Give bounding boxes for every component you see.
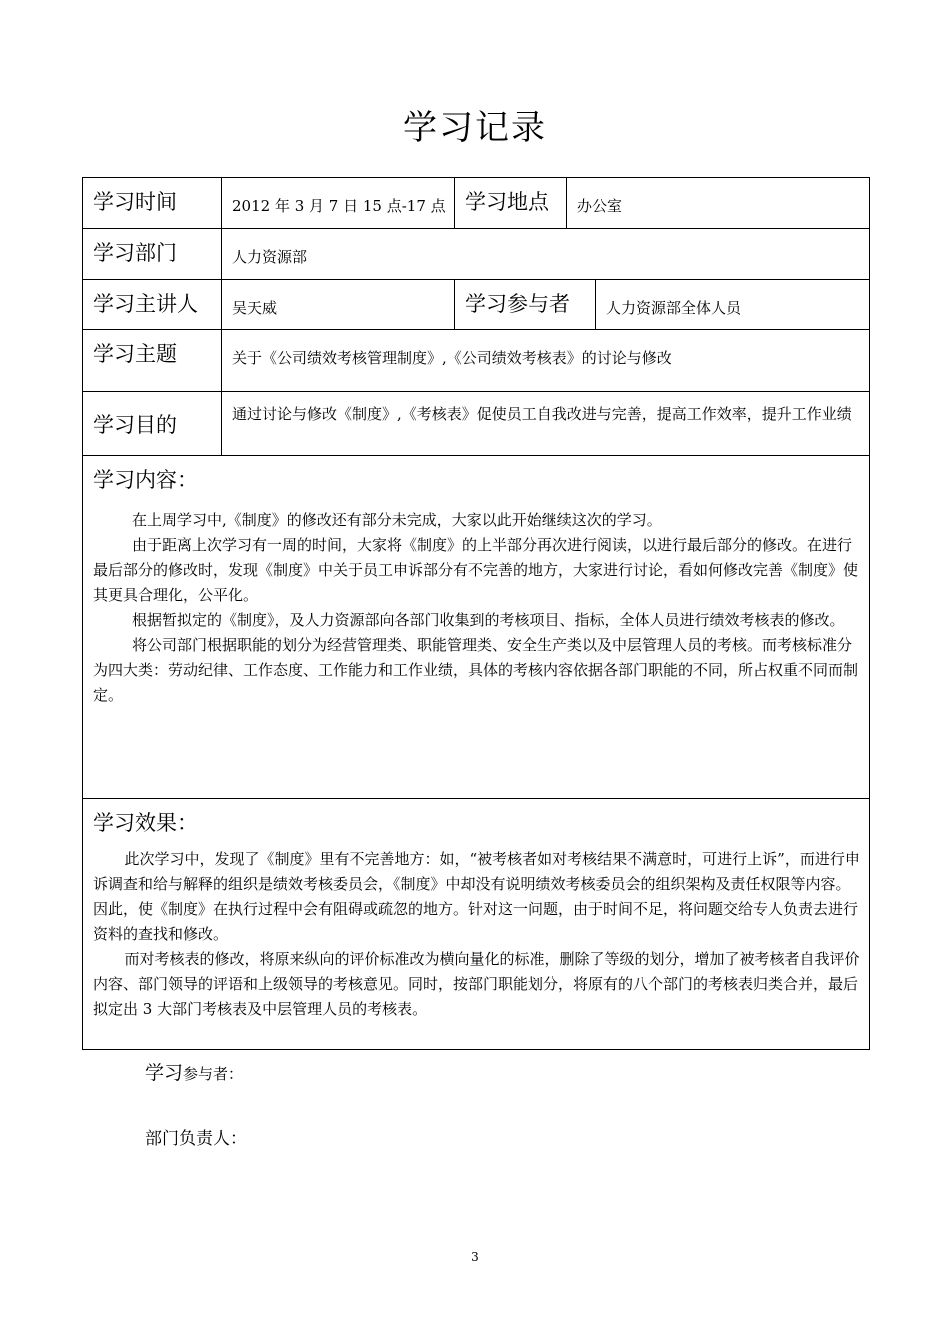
content-paragraph: 在上周学习中,《制度》的修改还有部分未完成，大家以此开始继续这次的学习。	[132, 511, 662, 529]
record-table	[82, 177, 870, 1050]
dept-head-signature-label: 部门负责人：	[145, 1129, 247, 1149]
place-label: 学习地点	[455, 178, 567, 229]
participants-signature-label-big: 学习	[145, 1062, 184, 1084]
row-time-place	[83, 178, 870, 229]
row-dept	[83, 229, 870, 280]
row-topic	[83, 330, 870, 392]
row-purpose	[83, 392, 870, 456]
dept-value: 人力资源部	[222, 229, 870, 280]
topic-value: 关于《公司绩效考核管理制度》,《公司绩效考核表》的讨论与修改	[222, 330, 870, 392]
page-number: 3	[471, 1250, 479, 1264]
time-label: 学习时间	[83, 178, 222, 229]
content-section	[83, 456, 870, 799]
participants-signature-label-small: 参与者：	[183, 1065, 244, 1083]
content-paragraph: 根据暂拟定的《制度》，及人力资源部向各部门收集到的考核项目、指标，全体人员进行绩效考核表的修改。	[132, 611, 845, 629]
participants-label: 学习参与者	[455, 280, 596, 330]
content-heading: 学习内容：	[93, 468, 198, 492]
speaker-label: 学习主讲人	[83, 280, 222, 330]
document-title: 学习记录	[403, 108, 547, 148]
topic-label: 学习主题	[83, 330, 222, 392]
participants-value: 人力资源部全体人员	[596, 280, 870, 330]
effect-paragraph: 而对考核表的修改，将原来纵向的评价标准改为横向量化的标准，删除了等级的划分，增加了被考核者自我评价内容、部门领导的评语和上级领导的考核意见。同时，按部门职能划分，将原有的八个部门的考核表归类合并，最后拟定出 3 大部门考核表及中层管理人员的考核表。	[93, 950, 860, 1018]
dept-label: 学习部门	[83, 229, 222, 280]
effect-paragraph: 此次学习中，发现了《制度》里有不完善地方：如，“被考核者如对考核结果不满意时，可进行上诉”，而进行申诉调查和给与解释的组织是绩效考核委员会，《制度》中却没有说明绩效考核委员会的组织架构及责任权限等内容。因此，使《制度》在执行过程中会有阻碍或疏忽的地方。针对这一问题，由于时间不足，将问题交给专人负责去进行资料的查找和修改。	[93, 850, 860, 943]
row-content	[83, 456, 870, 799]
purpose-value: 通过讨论与修改《制度》,《考核表》促使员工自我改进与完善，提高工作效率，提升工作业绩	[222, 392, 870, 456]
content-paragraph: 将公司部门根据职能的划分为经营管理类、职能管理类、安全生产类以及中层管理人员的考核。而考核标准分为四大类：劳动纪律、工作态度、工作能力和工作业绩，具体的考核内容依据各部门职能的不同，所占权重不同而制定。	[93, 636, 859, 704]
speaker-value: 吴天威	[222, 280, 455, 330]
row-speaker-participants	[83, 280, 870, 330]
time-value: 2012 年 3 月 7 日 15 点-17 点	[222, 178, 455, 229]
purpose-label: 学习目的	[83, 392, 222, 456]
participants-signature-line	[145, 1058, 243, 1085]
place-value: 办公室	[567, 178, 870, 229]
row-effect	[83, 799, 870, 1050]
content-paragraph: 由于距离上次学习有一周的时间，大家将《制度》的上半部分再次进行阅读，以进行最后部分的修改。在进行最后部分的修改时，发现《制度》中关于员工申诉部分有不完善的地方，大家进行讨论，看如何修改完善《制度》使其更具合理化，公平化。	[93, 536, 859, 604]
effect-section	[83, 799, 870, 1050]
effect-heading: 学习效果：	[93, 811, 198, 835]
